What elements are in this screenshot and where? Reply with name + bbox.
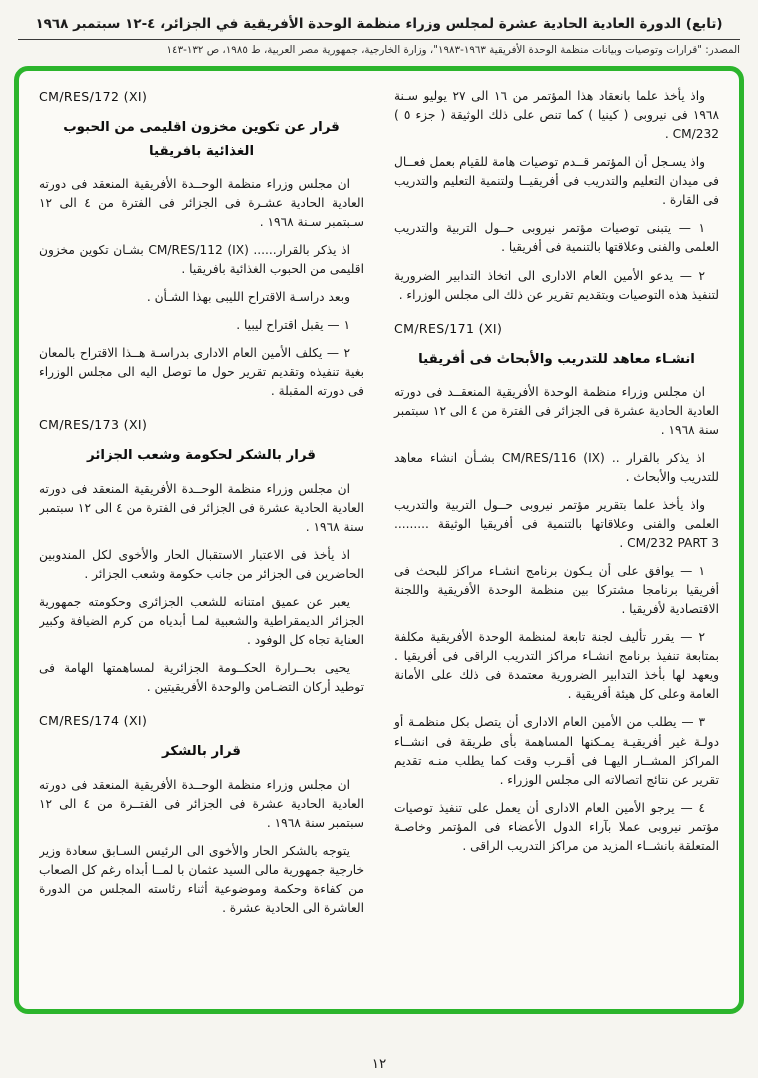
resolution-title: قرار بالشكر لحكومة وشعب الجزائر [87,448,316,464]
paragraph: ٢ — يدعو الأمين العام الادارى الى اتخاذ التدابير الضرورية لتنفيذ هذه التوصيات وبتقديم تقرير عن ذلك الى مجلس الوزراء . [394,268,719,302]
page-footer [0,1056,758,1072]
resolution-ref: CM/RES/174 (XI) [39,713,148,729]
column-right [394,87,719,999]
paragraph: ان مجلس وزراء منظمة الوحــدة الأفريقية المنعقد فى دورته العادية الحادية عشـرة فى الجزائر فى الفترة من ٤ الى ١٢ سـبتمبر سـنة ١٩٦٨ . [39,177,364,230]
resolution-title: قرار بالشكر [162,744,241,760]
paragraph: يتوجه بالشكر الحار والأخوى الى الرئيس السـابق سعادة وزير خارجية جمهورية مالى السيد عثمان با لمــا أبداه رغم كل الصعاب من كفاءة وحكمة وموضوعية أثناء رئاسته المجلس من الدورة العاشرة الى الحادية عشرة . [39,843,364,915]
resolution-ref: CM/RES/171 (XI) [394,320,503,336]
paragraph: يحيى بحــرارة الحكــومة الجزائرية لمساهمتها الهامة فى توطيد أركان التضـامن والوحدة الأفريقيتين . [39,661,364,695]
paragraph: اذ يذكر بالقرار .. CM/RES/116 (IX) بشـأن انشاء معاهد للتدريب والأبحاث . [394,451,719,485]
paragraph: اذ يذكر بالقرار...... CM/RES/112 (IX) بشـان تكوين مخزون اقليمى من الحبوب الغذائية بافريقيا . [39,243,364,277]
paragraph: واذ يسـجل أن المؤتمر قــدم توصيات هامة للقيام بعمل فعــال فى ميدان التعليم والتدريب فى أفريقيــا ولتنمية التعليم والتدريب فى القارة . [394,155,719,208]
column-left [39,87,364,999]
paragraph: يعبر عن عميق امتنانه للشعب الجزائرى وحكومته جمهورية الجزائر الديمقراطية والشعبية لمـا أبدياه من كرم الضيافة وكبير العناية تجاه كل الوفود . [39,595,364,648]
header-title: (تابع) الدورة العادية الحادية عشرة لمجلس وزراء منظمة الوحدة الأفريقية في الجزائر، ٤-١٢ سبتمبر ١٩٦٨ [35,16,723,32]
paragraph: ان مجلس وزراء منظمة الوحدة الأفريقية المنعقــد فى دورته العادية الحادية عشرة فى الجزائر فى الفترة من ٤ الى ١٢ سبتمبر سنة ١٩٦٨ . [394,385,719,438]
paragraph: ١ — يقبل اقتراح ليبيا . [236,318,350,333]
paragraph: واذ يأخذ علما بانعقاد هذا المؤتمر من ١٦ الى ٢٧ يوليو سـنة ١٩٦٨ فى نيروبى ( كينيا ) كما تنص على ذلك الوثيقة ( جزء ٥ ) CM/232 . [394,89,719,142]
green-frame [14,66,744,1014]
header-divider [18,39,740,40]
paragraph: وبعد دراسـة الاقتراح الليبى بهذا الشـأن . [146,290,350,305]
page-number: ١٢ [371,1056,387,1072]
paragraph: ٢ — يكلف الأمين العام الادارى بدراسـة هــذا الاقتراح بالمعان بغية تنفيذه وتقديم تقرير حول ما توصل اليه الى مجلس الوزراء فى دورته المقبلة . [39,346,364,399]
header-source: المصدر: "قرارات وتوصيات وبيانات منظمة الوحدة الأفريقية ١٩٦٣-١٩٨٣"، وزارة الخارجية، جمهورية مصر العربية، ط ١٩٨٥، ص ١٣٢-١٤٣ [166,44,740,57]
resolution-ref: CM/RES/172 (XI) [39,89,148,105]
paragraph: ان مجلس وزراء منظمة الوحــدة الأفريقية المنعقد فى دورته العادية الحادية عشرة فى الجزائر فى الفترة من ٤ الى ١٢ سبتمبر سنة ١٩٦٨ . [39,481,364,534]
paragraph: ٢ — يقرر تأليف لجنة تابعة لمنظمة الوحدة الأفريقية مكلفة بمتابعة تنفيذ برنامج انشـاء مراكز التدريب الراقى فى أفريقيا . ويعهد لها بأخذ التدابير الضرورية معتمدة فى ذلك على الأمانة العامة وعلى كل هيئة أفريقية . [394,630,719,702]
resolution-title: انشـاء معاهد للتدريب والأبحاث فى أفريقيا [418,351,695,367]
paragraph: واذ يأخذ علما بتقرير مؤتمر نيروبى حــول التربية والتدريب العلمى والفنى وعلاقاتها بالتنمية فى أفريقيا الوثيقة ......... CM/232 PART 3 . [394,498,719,551]
paragraph: ١ — يوافق على أن يـكون برنامج انشـاء مراكز للبحث فى أفريقيا برنامجا مشتركا بين منظمة الوحدة الأفريقية واللجنة الاقتصادية لأفريقيا . [394,564,719,617]
paragraph: ان مجلس وزراء منظمة الوحــدة الأفريقية المنعقد فى دورته العادية الحادية عشرة فى الجزائر فى الفتــرة من ٤ الى ١٢ سبتمبر سنة ١٩٦٨ . [39,777,364,830]
paragraph: ٤ — يرجو الأمين العام الادارى أن يعمل على تنفيذ توصيات مؤتمر نيروبى عملا بآراء الدول الأعضاء فى المؤتمر وخاصـة المتعلقة بانشــاء المزيد من مراكز التدريب الراقى . [394,800,719,853]
paragraph: ١ — يتبنى توصيات مؤتمر نيروبى حــول التربية والتدريب العلمى والفنى وعلاقتها بالتنمية فى أفريقيا . [394,221,719,255]
resolution-title: قرار عن تكوين مخزون اقليمى من الحبوب الغذائية بافريقيا [63,120,340,159]
paragraph: ٣ — يطلب من الأمين العام الادارى أن يتصل بكل منظمـة أو دولـة غير أفريقيـة يمـكنها المساهمة بأى طريقة فى انشــاء المراكز المشــار اليهـا فى أقـرب وقت كما يطلب منـه تقديم تقرير عن نتائج اتصالاته الى مجلس الوزراء . [394,715,719,787]
paragraph: اذ يأخذ فى الاعتبار الاستقبال الحار والأخوى لكل المندوبين الحاضرين فى الجزائر من جانب حكومة وشعب الجزائر . [39,548,364,582]
page-header [14,12,744,56]
text-columns [39,87,719,999]
resolution-ref: CM/RES/173 (XI) [39,417,148,433]
